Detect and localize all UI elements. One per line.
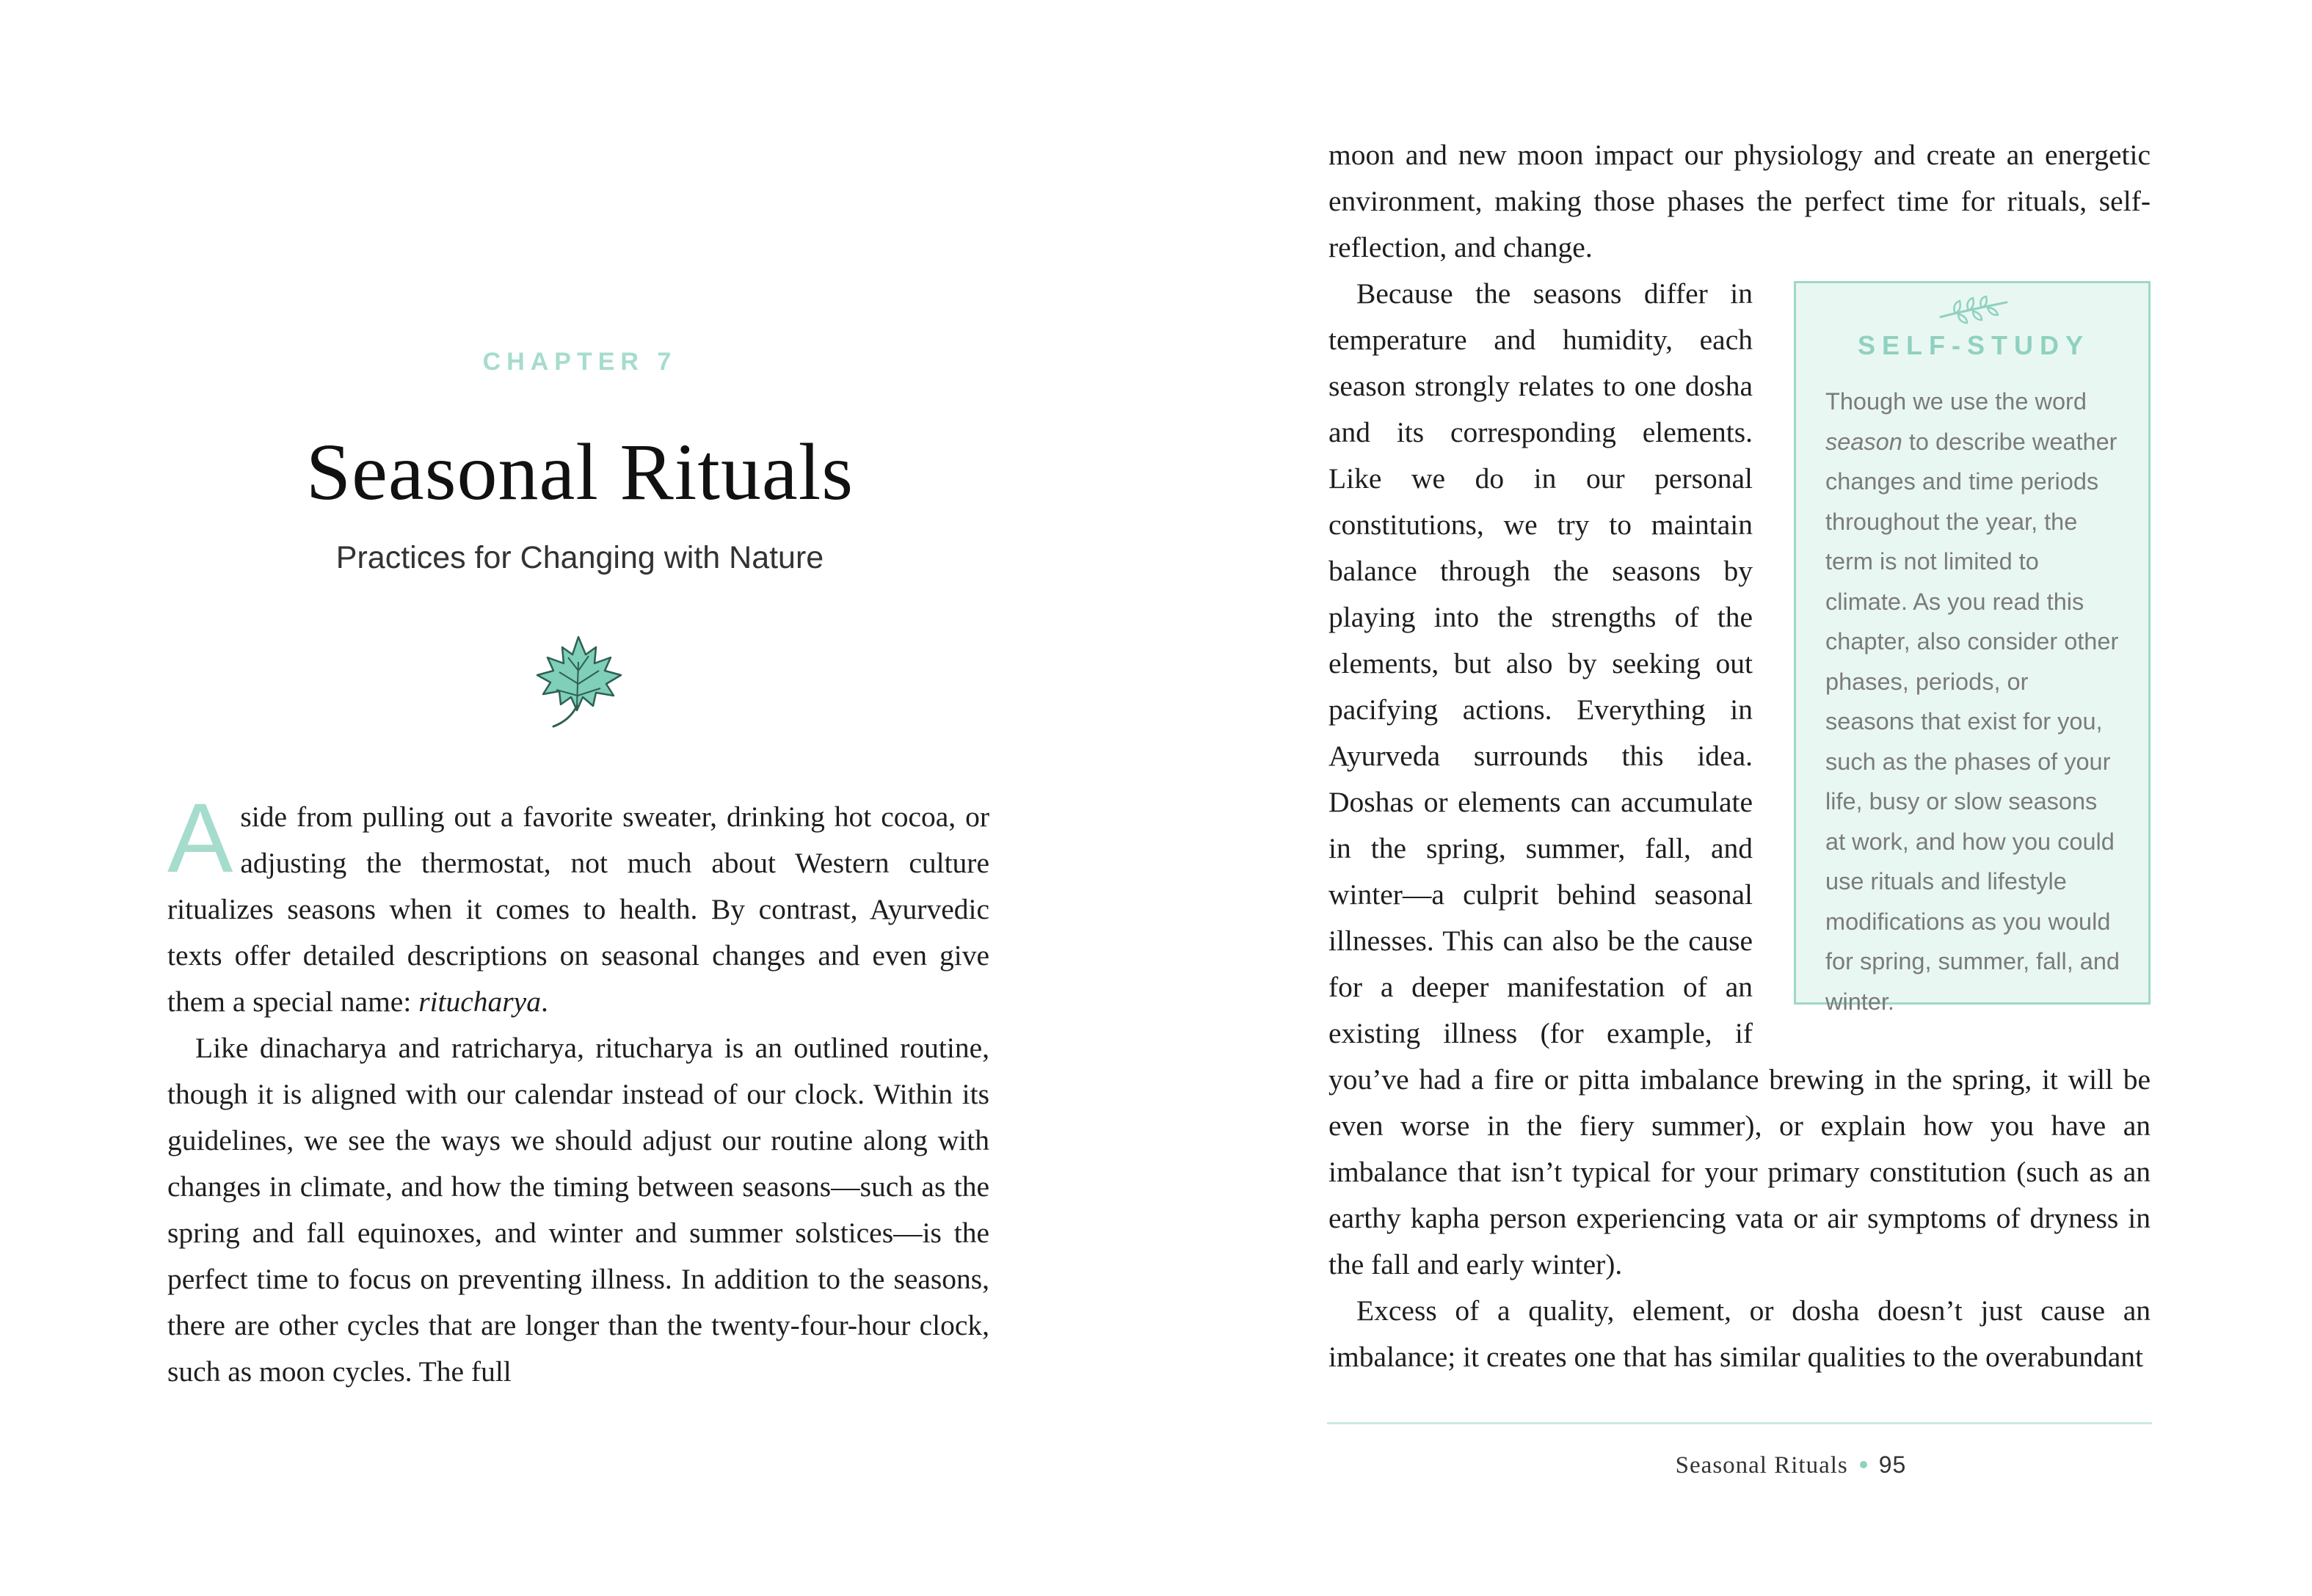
drop-cap: A <box>167 784 233 893</box>
footer-rule <box>1327 1422 2152 1424</box>
running-footer <box>1607 1451 1974 1479</box>
sidebar-term-season: season <box>1825 428 1902 455</box>
sidebar-title: SELF-STUDY <box>1857 330 2090 360</box>
bullet-dot-icon <box>1860 1461 1867 1468</box>
sidebar-text-rest: to describe weather changes and time periods throughout the year, the term is not limited to climate. As you read this chapter, also consider other phases, periods, or seasons that exist for you, such as the phases of your life, busy or slow seasons at work, and how you could use rituals and lifestyle modifications as you would for spring, summer, fall, and winter. <box>1825 428 2120 1015</box>
body-paragraph: Like dinacharya and ratricharya, ritucharya is an outlined routine, though it is aligned with our calendar instead of our clock. Within its guidelines, we see the ways we should adjust our routine along with changes in climate, and how the timing between seasons—such as the spring and fall equinoxes, and winter and summer solstices—is the perfect time to focus on preventing illness. In addition to the seasons, there are other cycles that are longer than the twenty-four-hour clock, such as moon cycles. The full <box>167 1032 989 1388</box>
sidebar-text-start: Though we use the word <box>1825 388 2087 415</box>
chapter-title: Seasonal Rituals <box>305 427 854 517</box>
self-study-sidebar <box>1794 281 2151 1015</box>
body-paragraph: Because the seasons differ in temperature and humidity, each season strongly relates to one dosha and its corresponding elements. Like we do in our personal constitutions, we try to maintain balance through the seasons by playing into the strengths of the elements, but also by seeking out pacifying actions. Everything in Ayurveda surrounds this idea. Doshas or elements can accumulate in the spring, summer, fall, and winter—a culprit behind seasonal illnesses. This can also be the cause for a deeper manifestation of an existing illness (for example, if you’ve had a fire or pitta imbalance brewing in the spring, it will be even worse in the fiery summer), or explain how you have an imbalance that isn’t typical for your primary constitution (such as an earthy kapha person experiencing vata or air symptoms of dryness in the fall and early winter). <box>1328 277 2151 1280</box>
continued-paragraph: moon and new moon impact our physiology and create an energetic environment, making those phases the perfect time for rituals, self-reflection, and change. <box>1328 139 2151 263</box>
sprig-icon <box>1933 295 2014 324</box>
running-head-title: Seasonal Rituals <box>1675 1452 1848 1479</box>
left-body <box>167 784 989 1395</box>
term-ritucharya: ritucharya <box>418 985 541 1018</box>
maple-leaf-icon <box>534 633 625 729</box>
body-paragraph: Excess of a quality, element, or dosha doesn’t just cause an imbalance; it creates one that has similar qualities to the overabundant <box>1328 1294 2151 1373</box>
paragraph-end: . <box>540 985 548 1018</box>
chapter-subtitle: Practices for Changing with Nature <box>335 540 824 575</box>
sidebar-text <box>1825 382 2122 1021</box>
opening-paragraph <box>167 784 989 1025</box>
page-number: 95 <box>1878 1451 1907 1478</box>
paragraph-text: side from pulling out a favorite sweater, drinking hot cocoa, or adjusting the thermostat, not much about Western culture ritualizes seasons when it comes to health. By contrast, Ayurvedic texts offer detailed descriptions on seasonal changes and even give them a special name: <box>167 801 989 1018</box>
chapter-label: CHAPTER 7 <box>482 348 677 376</box>
right-body <box>1328 132 2151 1380</box>
